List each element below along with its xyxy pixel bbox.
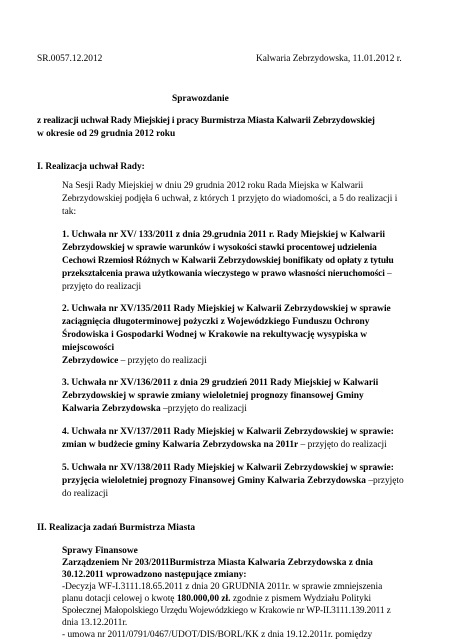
resolution-1-line-3: Cechowi Rzemiosł Różnych w Kalwarii Zebrzydowskiej bonifikaty od opłaty z tytułu xyxy=(62,256,394,266)
resolution-3-line-3 xyxy=(62,403,247,416)
resolution-2-line-1: 2. Uchwała nr XV/135/2011 Rady Miejskiej w Kalwarii Zebrzydowskiej w sprawie xyxy=(62,304,391,314)
resolution-5-dash: –przyjęto xyxy=(365,476,404,486)
resolution-4-status: – przyjęto do realizacji xyxy=(298,440,387,450)
title-line-1: z realizacji uchwał Rady Miejskiej i pracy Burmistrza Miasta Kalwarii Zebrzydowskiej xyxy=(37,116,375,126)
resolution-1-line-1: 1. Uchwała nr XV/ 133/2011 z dnia 29.grudnia 2011 r. Rady Miejskiej w Kalwarii xyxy=(62,230,385,240)
resolution-2-line-4: miejscowości xyxy=(62,343,115,353)
document-reference: SR.0057.12.2012 xyxy=(37,54,103,64)
resolution-2-line-5 xyxy=(62,355,207,368)
intro-line-1: Na Sesji Rady Miejskiej w dniu 29 grudnia 2012 roku Rada Miejska w Kalwarii xyxy=(62,181,364,191)
resolution-2-status: – przyjęto do realizacji xyxy=(118,356,207,366)
title-line-2: w okresie od 29 grudnia 2012 roku xyxy=(37,129,176,139)
document-title: Sprawozdanie xyxy=(172,94,229,104)
decision-amount: 180.000,00 zł. xyxy=(176,594,231,604)
decision-line-4: dnia 13.12.2011r. xyxy=(62,618,128,628)
resolution-2-place: Zebrzydowice xyxy=(62,356,119,366)
intro-line-2: Zebrzydowskiej podjęła 6 uchwał, z których 1 przyjęto do wiadomości, a 5 do realizacji i xyxy=(62,194,398,204)
resolution-2-line-3: Środowiska i Gospodarki Wodnej w Krakowie na rekultywację wysypiska w xyxy=(62,330,367,340)
decision-text: planu dotacji celowej o kwotę xyxy=(62,594,177,604)
resolution-5-status: do realizacji xyxy=(62,489,109,499)
resolution-5-line-2 xyxy=(62,475,404,488)
resolution-4-line-1: 4. Uchwała nr XV/137/2011 Rady Miejskiej w Kalwarii Zebrzydowskiej w sprawie: xyxy=(62,427,394,437)
section-2-heading: II. Realizacja zadań Burmistrza Miasta xyxy=(37,523,196,533)
agreement-line-1: - umowa nr 2011/0791/0467/UDOT/DIS/BORL/KK z dnia 19.12.2011r. pomiędzy xyxy=(62,630,373,640)
decision-line-1: -Decyzja WF-I.3111.18.65.2011 z dnia 20 GRUDNIA 2011r. w sprawie zmniejszenia xyxy=(62,582,383,592)
decision-line-3: Społecznej Małopolskiego Urzędu Wojewódzkiego w Krakowie nr WP-II.3111.139.2011 z xyxy=(62,606,391,616)
resolution-3-subject: Kalwaria Zebrzydowska xyxy=(62,404,161,414)
resolution-4-subject: zmian w budżecie gminy Kalwaria Zebrzydowska na 2011r xyxy=(62,440,299,450)
resolution-1-line-4 xyxy=(62,268,392,281)
resolution-3-line-1: 3. Uchwała nr XV/136/2011 z dnia 29 grudzień 2011 Rady Miejskiej w Kalwarii xyxy=(62,378,379,388)
resolution-5-subject: przyjęcia wieloletniej prognozy Finansowej Gminy Kalwaria Zebrzydowska xyxy=(62,476,366,486)
place-date: Kalwaria Zebrzydowska, 11.01.2012 r. xyxy=(256,54,402,64)
resolution-3-status: –przyjęto do realizacji xyxy=(160,404,247,414)
resolution-5-line-1: 5. Uchwała nr XV/138/2011 Rady Miejskiej w Kalwarii Zebrzydowskiej w sprawie: xyxy=(62,463,394,473)
resolution-1-dash: – xyxy=(384,269,392,279)
section-1-heading: I. Realizacja uchwał Rady: xyxy=(37,162,145,172)
resolution-3-line-2: Zebrzydowskiej w sprawie zmiany wieloletniej prognozy finansowej Gminy xyxy=(62,391,364,401)
resolution-1-line-2: Zebrzydowskiej w sprawie warunków i wysokości stawki procentowej udzielenia xyxy=(62,243,377,253)
intro-line-3: tak: xyxy=(62,207,77,217)
resolution-1-status: przyjęto do realizacji xyxy=(62,282,142,292)
resolution-4-line-2 xyxy=(62,439,387,452)
ordinance-line-2: 30.12.2011 wprowadzono następujące zmiany: xyxy=(62,570,247,580)
resolution-2-line-2: zaciągnięcia długoterminowej pożyczki z Wojewódzkiego Funduszu Ochrony xyxy=(62,317,370,327)
finance-subheading: Sprawy Finansowe xyxy=(62,546,138,556)
resolution-1-subject: przekształcenia prawa użytkowania wieczystego w prawo własności nieruchomości xyxy=(62,269,385,279)
decision-text-cont: zgodnie z pismem Wydziału Polityki xyxy=(230,594,372,604)
ordinance-line-1: Zarządzeniem Nr 203/2011Burmistrza Miasta Kalwaria Zebrzydowska z dnia xyxy=(62,558,373,568)
